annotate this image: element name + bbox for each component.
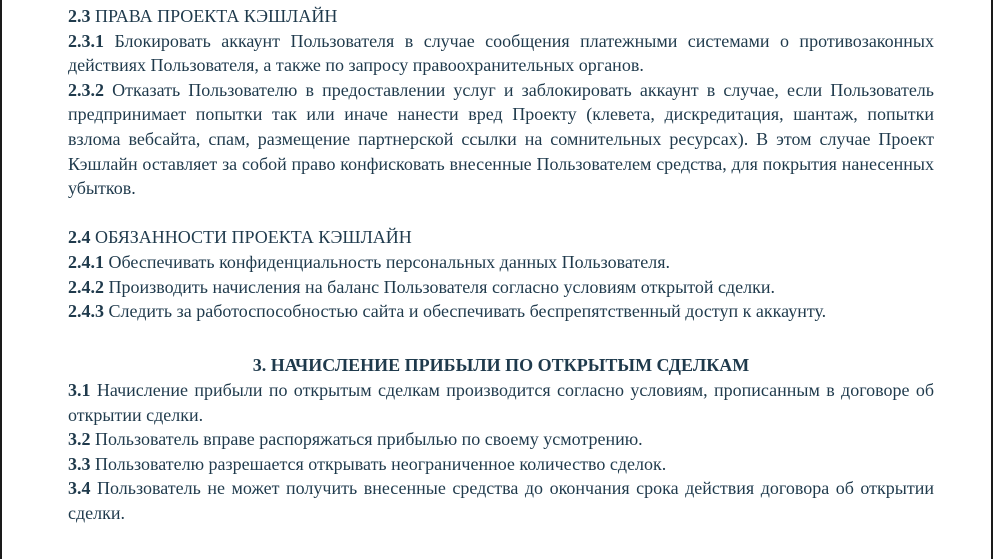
clause-text: Следить за работоспособностью сайта и обеспечивать беспрепятственный доступ к аккаунту. [108, 301, 827, 322]
clause-text: Пользователь вправе распоряжаться прибылью по своему усмотрению. [95, 429, 643, 450]
clause-number: 2.3.1 [68, 30, 104, 51]
section-heading-3: 3. НАЧИСЛЕНИЕ ПРИБЫЛИ ПО ОТКРЫТЫМ СДЕЛКАМ [252, 355, 750, 376]
section-number: 2.3 [68, 6, 91, 26]
section-number: 2.4 [68, 227, 91, 248]
clause-3-2 [68, 427, 934, 452]
clause-2-3-2 [68, 78, 934, 201]
clause-2-4-3 [68, 299, 934, 324]
clause-number: 2.3.2 [68, 79, 104, 100]
clause-number: 3.3 [68, 453, 91, 474]
section-heading-2-3 [68, 4, 934, 29]
clause-3-3 [68, 452, 934, 477]
clause-3-1 [68, 378, 934, 427]
clause-text: Блокировать аккаунт Пользователя в случае сообщения платежными системами о противозаконных действиях Пользователя, а также по запросу правоохранительных органов. [68, 30, 934, 76]
clause-text: Пользователю разрешается открывать неограниченное количество сделок. [95, 453, 667, 474]
section-heading-2-4 [68, 225, 934, 250]
clause-number: 2.4.2 [68, 276, 104, 297]
page-left-border [0, 0, 2, 559]
clause-number: 3.4 [68, 478, 91, 499]
section-title: ОБЯЗАННОСТИ ПРОЕКТА КЭШЛАЙН [95, 227, 412, 248]
clause-text: Обеспечивать конфиденциальность персональных данных Пользователя. [108, 251, 671, 272]
document-body [68, 4, 934, 525]
paragraph-gap [68, 201, 934, 226]
clause-text: Производить начисления на баланс Пользователя согласно условиям открытой сделки. [108, 276, 775, 297]
section-title: ПРАВА ПРОЕКТА КЭШЛАЙН [95, 6, 338, 26]
clause-2-3-1 [68, 29, 934, 78]
clause-2-4-2 [68, 275, 934, 300]
clause-3-4 [68, 476, 934, 525]
clause-number: 2.4.3 [68, 301, 104, 322]
clause-text: Пользователь не может получить внесенные средства до окончания срока действия договора об открытии сделки. [68, 478, 934, 523]
clause-text: Отказать Пользователю в предоставлении услуг и заблокировать аккаунт в случае, если Пользователь предпринимает попытки так или иначе нанести вред Проекту (клевета, дискредитация, шантаж, попытки взлома вебсайта, спам, размещение партнерской ссылки на сомнительных ресурсах). В этом случае Проект Кэшлайн оставляет за собой право конфисковать внесенные Пользователем средства, для покрытия нанесенных убытков. [68, 79, 934, 199]
clause-number: 2.4.1 [68, 251, 104, 272]
paragraph-gap [68, 324, 934, 349]
clause-number: 3.2 [68, 429, 91, 450]
clause-text: Начисление прибыли по открытым сделкам производится согласно условиям, прописанным в договоре об открытии сделки. [68, 379, 935, 425]
clause-2-4-1 [68, 250, 934, 275]
clause-number: 3.1 [68, 379, 91, 400]
